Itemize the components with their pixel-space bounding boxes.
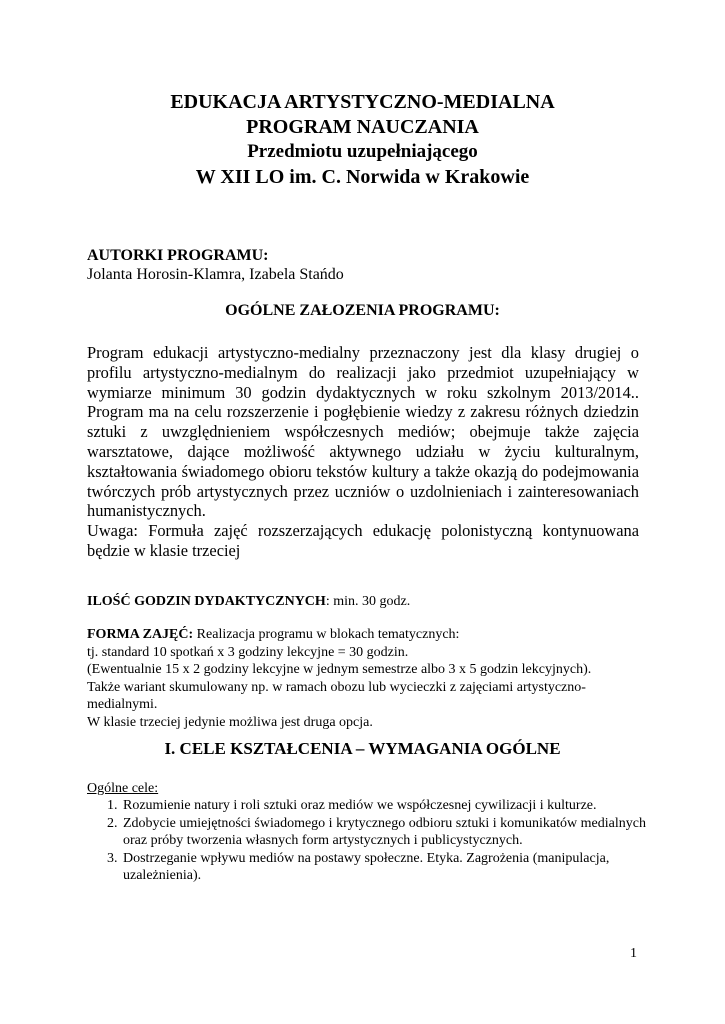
hours-value: : min. 30 godz. bbox=[325, 594, 411, 609]
list-item-number: 3. bbox=[107, 850, 118, 866]
form-intro-line bbox=[87, 626, 647, 644]
form-label: FORMA ZAJĘĆ: bbox=[87, 627, 194, 642]
document-title bbox=[0, 90, 725, 190]
authors-names: Jolanta Horosin-Klamra, Izabela Stańdo bbox=[87, 266, 344, 283]
list-item-text: Zdobycie umiejętności świadomego i krytycznego odbioru sztuki i komunikatów medialnych oraz próby tworzenia własnych form artystycznych i publicystycznych. bbox=[123, 815, 646, 849]
list-item-text: Dostrzeganie wpływu mediów na postawy społeczne. Etyka. Zagrożenia (manipulacja, uzależnienia). bbox=[123, 850, 610, 884]
general-paragraph-block bbox=[87, 343, 639, 561]
authors-label: AUTORKI PROGRAMU: bbox=[87, 247, 269, 264]
list-item bbox=[87, 797, 647, 814]
list-item-text: Rozumienie natury i roli sztuki oraz mediów we współczesnej cywilizacji i kulturze. bbox=[123, 798, 597, 814]
form-line: W klasie trzeciej jedynie możliwa jest druga opcja. bbox=[87, 714, 373, 730]
general-paragraph: Program edukacji artystyczno-medialny przeznaczony jest dla klasy drugiej o profilu artystyczno-medialnym do realizacji jako przedmiot uzupełniający w wymiarze minimum 30 godzin dydaktycznych w roku szkolnym 2013/2014.. Program ma na celu rozszerzenie i pogłębienie wiedzy z zakresu różnych dziedzin sztuki z uwzględnieniem współczesnych mediów; obejmuje także zajęcia warsztatowe, dające możliwość aktywnego udziału w życiu kulturalnym, kształtowania świadomego obioru tekstów kultury a także okazją do podejmowania twórczych prób artystycznych przez uczniów o uzdolnieniach i zainteresowaniach humanistycznych. bbox=[87, 343, 639, 521]
hours-line bbox=[87, 593, 410, 611]
section1-heading: I. CELE KSZTAŁCENIA – WYMAGANIA OGÓLNE bbox=[164, 739, 561, 758]
form-intro: Realizacja programu w blokach tematycznych: bbox=[193, 627, 460, 642]
goals-subheading: Ogólne cele: bbox=[87, 781, 159, 796]
title-line-3: Przedmiotu uzupełniającego bbox=[247, 141, 478, 162]
form-line: tj. standard 10 spotkań x 3 godziny lekcyjne = 30 godzin. bbox=[87, 644, 409, 660]
list-item bbox=[87, 815, 647, 850]
list-item-number: 2. bbox=[107, 815, 118, 831]
title-line-2: PROGRAM NAUCZANIA bbox=[246, 116, 479, 138]
general-note: Uwaga: Formuła zajęć rozszerzających edukację polonistyczną kontynuowana będzie w klasie trzeciej bbox=[87, 521, 639, 560]
section1-goals bbox=[87, 780, 647, 884]
list-item-number: 1. bbox=[107, 798, 118, 814]
general-heading: OGÓLNE ZAŁOZENIA PROGRAMU: bbox=[225, 302, 500, 319]
authors-block bbox=[87, 246, 344, 284]
form-line: (Ewentualnie 15 x 2 godziny lekcyjne w jednym semestrze albo 3 x 5 godzin lekcyjnych). bbox=[87, 662, 592, 678]
list-item bbox=[87, 850, 647, 885]
title-line-4: W XII LO im. C. Norwida w Krakowie bbox=[195, 166, 530, 188]
page-number: 1 bbox=[630, 946, 637, 961]
form-block bbox=[87, 626, 647, 732]
form-line: Także wariant skumulowany np. w ramach obozu lub wycieczki z zajęciami artystyczno-medialnymi. bbox=[87, 679, 586, 713]
goals-list bbox=[87, 797, 647, 884]
title-line-1: EDUKACJA ARTYSTYCZNO-MEDIALNA bbox=[170, 91, 555, 113]
hours-label: ILOŚĆ GODZIN DYDAKTYCZNYCH bbox=[87, 594, 326, 609]
